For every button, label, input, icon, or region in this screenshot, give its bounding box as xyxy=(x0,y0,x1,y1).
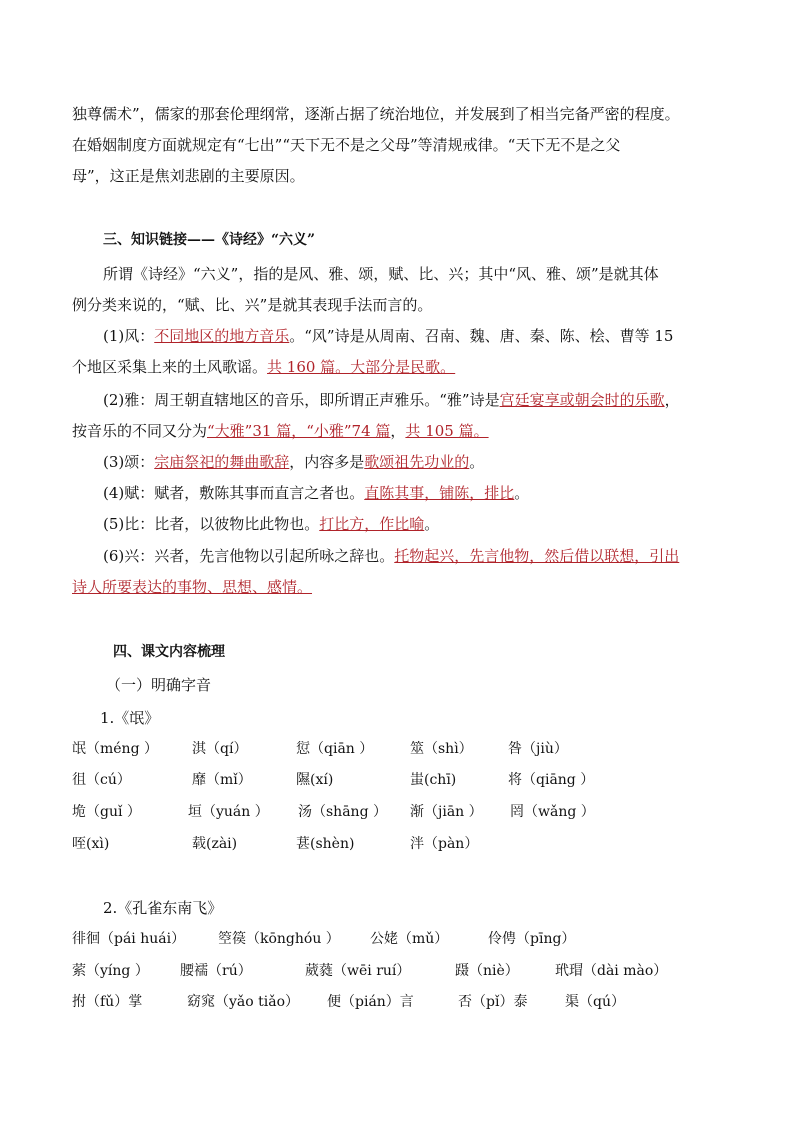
pronunciation-entry: 箜篌（kōnghóu ） xyxy=(218,931,340,947)
item-song-line xyxy=(103,452,484,472)
item-ya-text-1: ， xyxy=(664,391,680,409)
item-fu-text: 。 xyxy=(514,484,530,502)
item-ya-text-3: ， xyxy=(390,422,406,440)
pronunciation-entry: 腰襦（rú） xyxy=(180,963,252,979)
pronunciation-entry: 徂（cú） xyxy=(72,772,131,788)
pronunciation-entry: 将（qiāng ） xyxy=(508,772,595,788)
pronunciation-entry: 葚(shèn) xyxy=(296,836,355,852)
item-feng-label: (1)风： xyxy=(103,327,155,345)
pronunciation-entry: 窈窕（yǎo tiǎo） xyxy=(187,994,300,1010)
pronunciation-entry: 蚩(chī) xyxy=(410,772,457,788)
pronunciation-entry: 徘徊（pái huái） xyxy=(72,931,186,947)
item-song-label: (3)颂： xyxy=(103,453,155,471)
item-song-highlight-1: 宗庙祭祀的舞曲歌辞 xyxy=(154,453,290,471)
pronunciation-entry: 否（pǐ）泰 xyxy=(458,994,528,1010)
pronunciation-entry: 渐（jiān ） xyxy=(410,804,483,820)
section-4-subtitle: （一）明确字音 xyxy=(106,676,212,694)
item-fu-line xyxy=(103,483,529,503)
poem-2-title: 2.《孔雀东南飞》 xyxy=(103,899,223,917)
pronunciation-entry: 便（pián）言 xyxy=(327,994,414,1010)
pronunciation-entry: 氓（méng ） xyxy=(72,741,158,757)
pronunciation-entry: 隰(xí) xyxy=(296,772,334,788)
item-feng-text-1: 。“风”诗是从周南、召南、魏、唐、秦、陈、桧、曹等 15 xyxy=(289,327,674,345)
item-xing-line-1 xyxy=(103,546,679,566)
pronunciation-entry: 罔（wǎng ） xyxy=(510,804,595,820)
item-ya-highlight-1: 宫廷宴享或朝会时的乐歌 xyxy=(499,391,665,409)
item-song-highlight-2: 歌颂祖先功业的 xyxy=(364,453,470,471)
item-xing-highlight-1: 托物起兴，先言他物，然后借以联想，引出 xyxy=(394,547,680,565)
item-ya-label: (2)雅：周王朝直辖地区的音乐，即所谓正声雅乐。“雅”诗是 xyxy=(103,391,500,409)
section-3-p1-line-1: 所谓《诗经》“六义”，指的是风、雅、颂，赋、比、兴；其中“风、雅、颂”是就其体 xyxy=(103,265,659,283)
pronunciation-entry: 咎（jiù） xyxy=(508,741,568,757)
item-bi-highlight: 打比方，作比喻 xyxy=(319,515,425,533)
poem-1-title: 1.《氓》 xyxy=(100,709,160,727)
pronunciation-entry: 葳蕤（wēi ruí） xyxy=(305,963,411,979)
section-3-title: 三、知识链接——《诗经》“六义” xyxy=(103,232,316,248)
pronunciation-entry: 筮（shì） xyxy=(410,741,473,757)
item-ya-line-2 xyxy=(72,421,489,441)
pronunciation-entry: 公姥（mǔ） xyxy=(370,931,449,947)
pronunciation-entry: 拊（fǔ）掌 xyxy=(72,994,143,1010)
section-4-title: 四、课文内容梳理 xyxy=(113,644,225,660)
intro-line-1: 独尊儒术”，儒家的那套伦理纲常，逐渐占据了统治地位，并发展到了相当完备严密的程度。 xyxy=(72,105,680,123)
intro-line-2: 在婚姻制度方面就规定有“七出”“天下无不是之父母”等清规戒律。“天下无不是之父 xyxy=(72,136,621,154)
pronunciation-entry: 靡（mǐ） xyxy=(192,772,252,788)
item-feng-highlight-1: 不同地区的地方音乐 xyxy=(154,327,290,345)
item-feng-text-2: 个地区采集上来的土风歌谣。 xyxy=(72,358,268,376)
item-bi-text: 。 xyxy=(424,515,440,533)
item-feng-line-2 xyxy=(72,357,455,377)
item-fu-label: (4)赋：赋者，敷陈其事而直言之者也。 xyxy=(103,484,365,502)
item-feng-line-1 xyxy=(103,326,673,346)
pronunciation-entry: 渠（qú） xyxy=(565,994,625,1010)
section-3-p1-line-2: 例分类来说的，“赋、比、兴”是就其表现手法而言的。 xyxy=(72,296,433,314)
item-ya-text-2: 按音乐的不同又分为 xyxy=(72,422,208,440)
item-xing-label: (6)兴：兴者，先言他物以引起所咏之辞也。 xyxy=(103,547,395,565)
pronunciation-entry: 咥(xì) xyxy=(72,836,110,852)
item-xing-highlight-2: 诗人所要表达的事物、思想、感情。 xyxy=(72,578,313,596)
pronunciation-entry: 淇（qí） xyxy=(192,741,248,757)
pronunciation-entry: 载(zài) xyxy=(192,836,238,852)
item-ya-highlight-3: 共 105 篇。 xyxy=(405,422,489,440)
pronunciation-entry: 垣（yuán ） xyxy=(188,804,269,820)
item-song-text-1: ，内容多是 xyxy=(289,453,365,471)
pronunciation-entry: 萦（yíng ） xyxy=(72,963,149,979)
pronunciation-entry: 蹑（niè） xyxy=(455,963,519,979)
pronunciation-entry: 玳瑁（dài mào） xyxy=(555,963,668,979)
intro-line-3: 母”，这正是焦刘悲剧的主要原因。 xyxy=(72,167,305,185)
pronunciation-entry: 伶俜（pīng） xyxy=(488,931,576,947)
pronunciation-entry: 汤（shāng ） xyxy=(298,804,387,820)
item-ya-line-1 xyxy=(103,390,680,410)
pronunciation-entry: 愆（qiān ） xyxy=(296,741,374,757)
pronunciation-entry: 泮（pàn） xyxy=(410,836,479,852)
pronunciation-entry: 垝（guǐ ） xyxy=(72,804,141,820)
item-feng-highlight-2: 共 160 篇。大部分是民歌。 xyxy=(267,358,456,376)
item-bi-label: (5)比：比者，以彼物比此物也。 xyxy=(103,515,320,533)
item-fu-highlight: 直陈其事，铺陈，排比 xyxy=(364,484,515,502)
item-xing-line-2 xyxy=(72,577,312,597)
item-song-text-2: 。 xyxy=(469,453,485,471)
item-ya-highlight-2: “大雅”31 篇，“小雅”74 篇 xyxy=(207,422,391,440)
item-bi-line xyxy=(103,514,439,534)
